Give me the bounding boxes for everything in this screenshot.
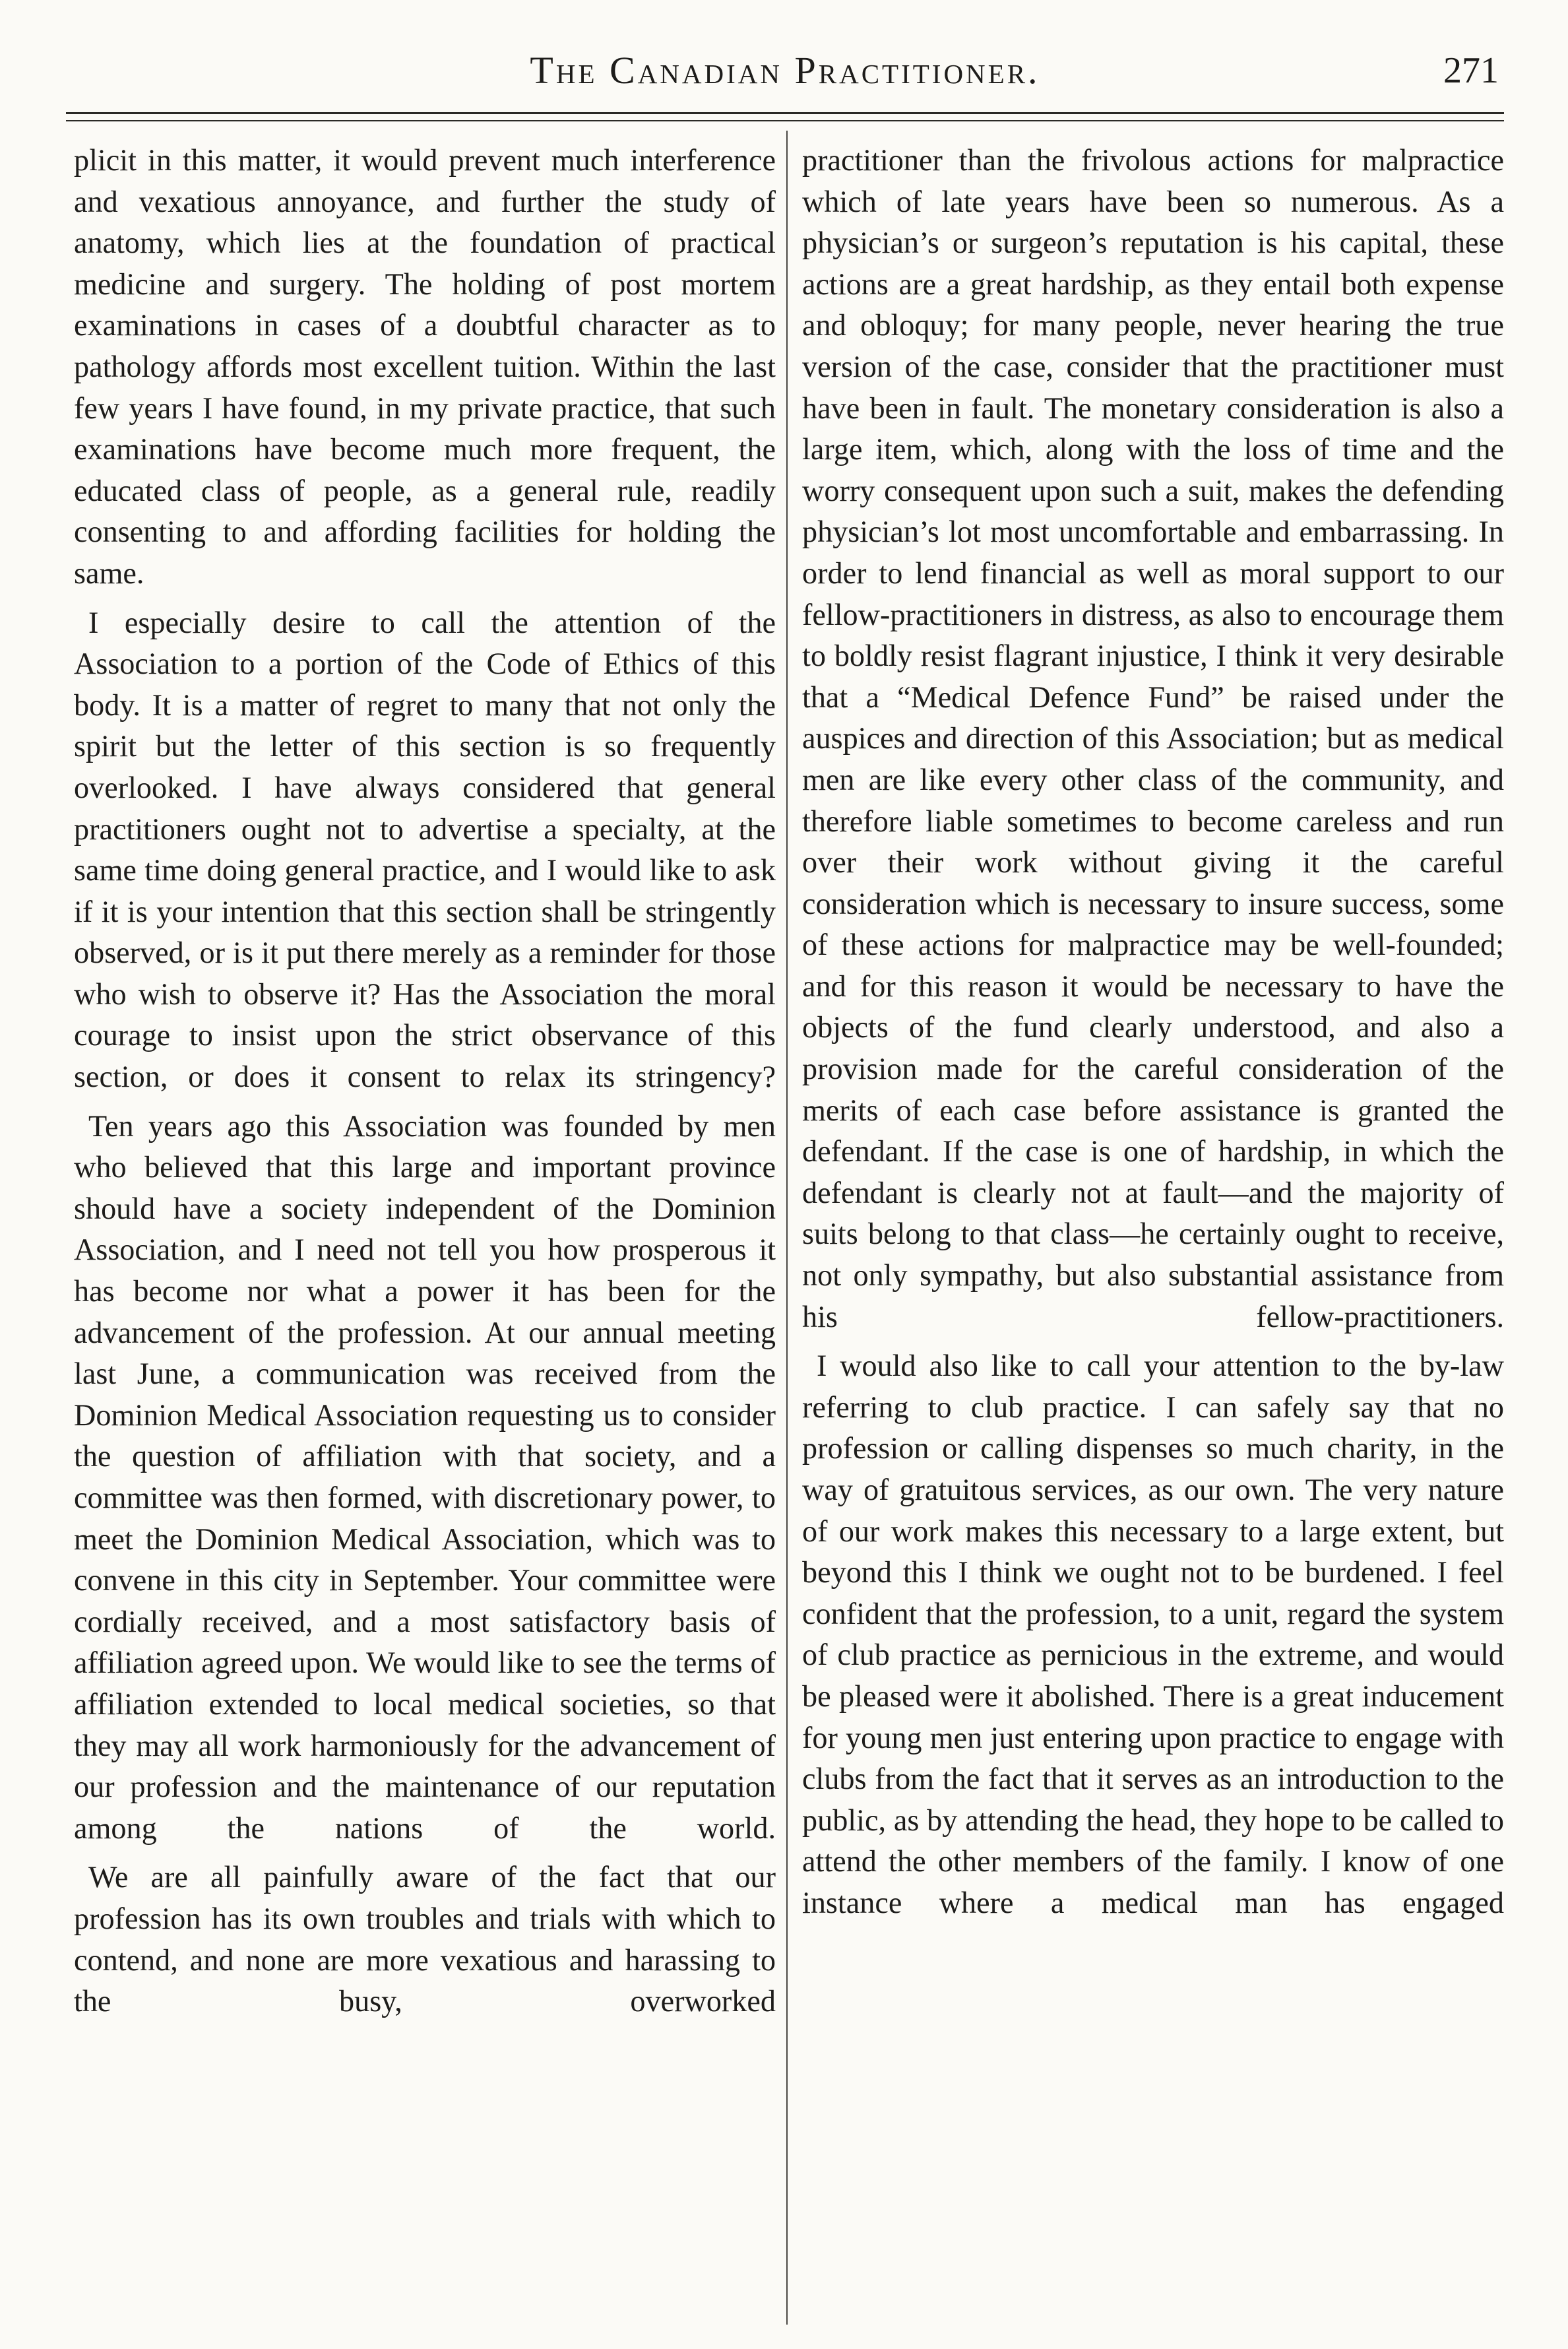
header-rule-bottom (66, 120, 1504, 121)
page-number: 271 (1443, 50, 1499, 91)
left-paragraph-1: plicit in this matter, it would prevent much interference and vexatious annoyance, and further the study of anatomy, which lies at the foundation of practical medicine and surgery. The holding of post mortem examinations in cases of a doubtful character as to pathology affords most excellent tuition. Within the last few years I have found, in my private practice, that such examinations have become much more frequent, the educated class of people, as a general rule, readily consenting to and affording facilities for holding the same. (74, 143, 776, 590)
left-paragraph-4: We are all painfully aware of the fact that our profession has its own troubles and trials with which to contend, and none are more vexatious and harassing to the busy, overworked (74, 1860, 776, 2018)
running-title: The Canadian Practitioner. (530, 49, 1040, 92)
right-paragraph-2: I would also like to call your attention to the by-law referring to club practice. I can safely say that no profession or calling dispenses so much charity, in the way of gratuitous services, as our own. The very nature of our work makes this necessary to a large extent, but beyond this I think we ought not to be burdened. I feel confident that the profession, to a unit, regard the system of club practice as pernicious in the extreme, and would be pleased were it abolished. There is a great inducement for young men just entering upon practice to engage with clubs from the fact that it serves as an introduction to the public, as by attending the head, they hope to be called to attend the other members of the family. I know of one instance where a medical man has engaged (802, 1349, 1504, 1919)
left-column (74, 140, 776, 2331)
right-column (802, 140, 1504, 2331)
paragraph-gap (802, 1337, 1504, 1345)
left-paragraph-2: I especially desire to call the attention of the Association to a portion of the Code of Ethics of this body. It is a matter of regret to many that not only the spirit but the letter of this section is so frequently overlooked. I have always considered that general practitioners ought not to advertise a specialty, at the same time doing general practice, and I would like to ask if it is your intention that this section shall be stringently observed, or is it put there merely as a reminder for those who wish to observe it? Has the Association the moral courage to insist upon the strict observance of this section, or does it consent to relax its stringency? (74, 605, 776, 1094)
left-paragraph-3: Ten years ago this Association was founded by men who believed that this large and important province should have a society independent of the Dominion Association, and I need not tell you how prosperous it has become nor what a power it has been for the advancement of the profession. At our annual meeting last June, a communication was received from the Dominion Medical Association requesting us to consider the question of affiliation with that society, and a committee was then formed, with discretionary power, to meet the Dominion Medical Association, which was to convene in this city in September. Your committee were cordially received, and a most satisfactory basis of affiliation agreed upon. We would like to see the terms of affiliation extended to local medical societies, so that they may all work harmoniously for the advancement of our profession and the maintenance of our reputation among the nations of the world. (74, 1109, 776, 1845)
page-header (66, 34, 1504, 107)
paragraph-gap (74, 1098, 776, 1106)
right-paragraph-1: practitioner than the frivolous actions for malpractice which of late years have been so numerous. As a physician’s or surgeon’s reputation is his capital, these actions are a great hardship, as they entail both expense and obloquy; for many people, never hearing the true version of the case, consider that the practitioner must have been in fault. The monetary consideration is also a large item, which, along with the loss of time and the worry consequent upon such a suit, makes the defending physician’s lot most uncomfortable and embarrassing. In order to lend financial as well as moral support to our fellow-practitioners in distress, as also to encourage them to boldly resist flagrant injustice, I think it very desirable that a “Medical Defence Fund” be raised under the auspices and direction of this Association; but as medical men are like every other class of the community, and therefore liable sometimes to become careless and run over their work without giving it the careful consideration which is necessary to insure success, some of these actions for malpractice may be well-founded; and for this reason it would be necessary to have the objects of the fund clearly understood, and also a provision made for the careful consideration of the merits of each case before assistance is granted the defendant. If the case is one of hardship, in which the defendant is clearly not at fault—and the majority of suits belong to that class—he certainly ought to receive, not only sympathy, but also substantial assistance from his fellow-practitioners. (802, 143, 1504, 1334)
paragraph-gap (74, 1849, 776, 1857)
header-rule-top (66, 112, 1504, 114)
column-divider (786, 131, 788, 2325)
paragraph-gap (74, 595, 776, 602)
